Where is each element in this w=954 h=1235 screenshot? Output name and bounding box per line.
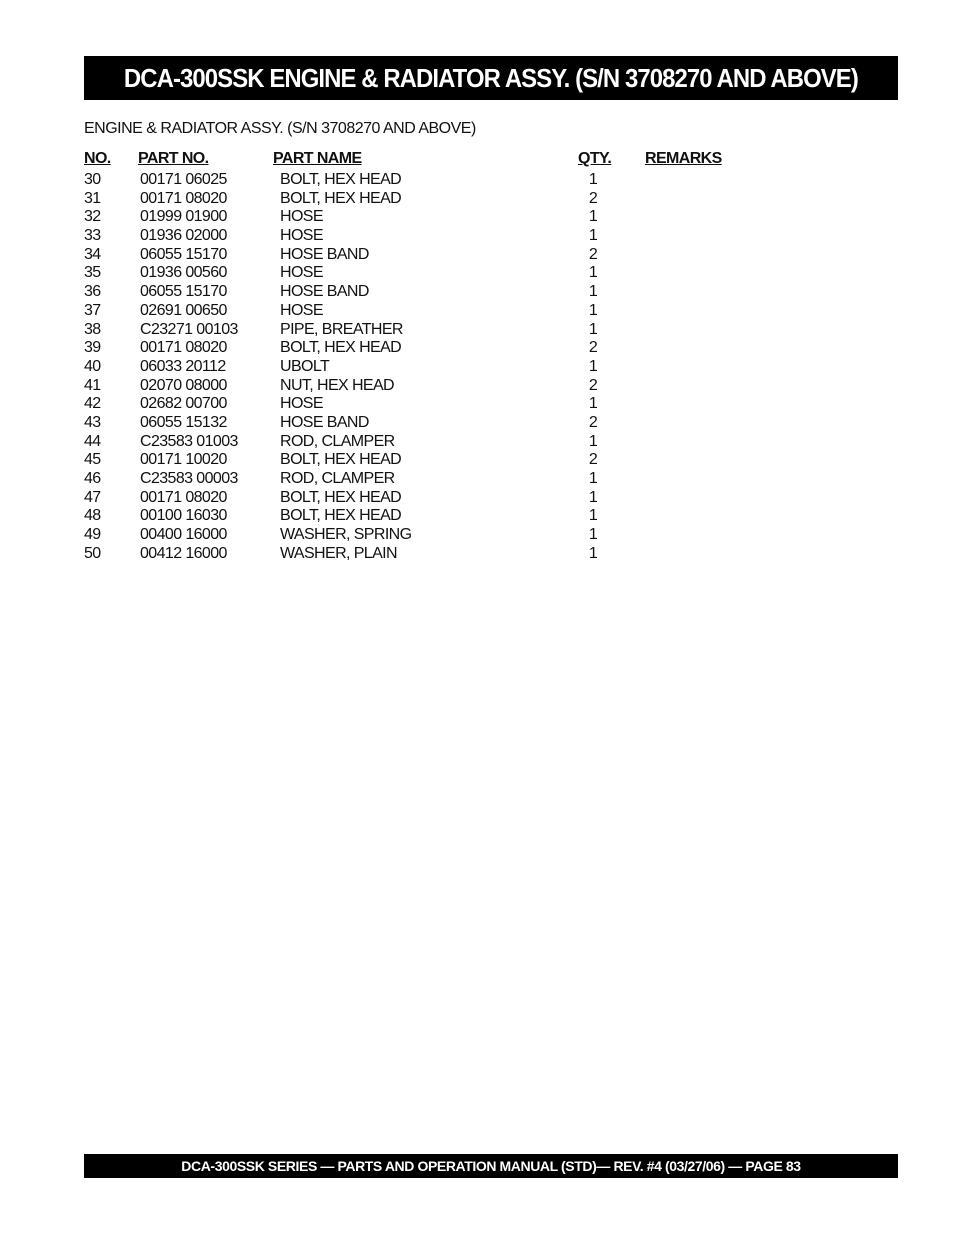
- row-no: 43: [84, 413, 101, 431]
- row-part-name: PIPE, BREATHER: [280, 320, 403, 338]
- row-part-no: 02691 00650: [140, 301, 227, 319]
- row-qty: 2: [588, 339, 598, 357]
- table-row: [84, 433, 784, 452]
- row-qty: 1: [588, 470, 598, 487]
- row-no: 49: [84, 526, 101, 544]
- row-no: 39: [84, 339, 101, 357]
- row-part-name: WASHER, SPRING: [280, 526, 412, 544]
- table-row: [84, 489, 784, 508]
- row-no: 33: [84, 227, 101, 245]
- row-no: 35: [84, 264, 101, 282]
- table-row: [84, 227, 784, 246]
- row-qty: 1: [588, 488, 598, 506]
- row-part-no: 00400 16000: [140, 526, 227, 544]
- row-no: 34: [84, 245, 101, 263]
- row-part-no: 06055 15170: [140, 245, 227, 263]
- row-part-no: 02070 08000: [140, 376, 227, 394]
- table-row: [84, 507, 784, 526]
- row-no: 41: [84, 376, 101, 394]
- row-part-no: 00171 08020: [140, 339, 227, 357]
- footer-text: DCA-300SSK SERIES — PARTS AND OPERATION MANUAL (STD)— REV. #4 (03/27/06) — PAGE 83: [181, 1158, 801, 1174]
- row-no: 37: [84, 301, 101, 319]
- row-no: 32: [84, 208, 101, 226]
- table-row: [84, 377, 784, 396]
- header-qty: QTY.: [578, 150, 612, 167]
- table-row: [84, 470, 784, 489]
- table-header: [84, 150, 784, 171]
- row-qty: 1: [588, 395, 598, 413]
- row-no: 31: [84, 189, 101, 207]
- row-qty: 1: [588, 432, 598, 450]
- row-part-name: BOLT, HEX HEAD: [280, 488, 402, 506]
- row-part-no: C23271 00103: [140, 320, 238, 338]
- row-no: 48: [84, 507, 101, 525]
- parts-table: [84, 150, 784, 563]
- row-qty: 2: [588, 245, 598, 263]
- row-qty: 1: [588, 320, 598, 338]
- row-qty: 2: [588, 376, 598, 394]
- table-row: [84, 358, 784, 377]
- row-no: 36: [84, 283, 101, 301]
- row-part-name: BOLT, HEX HEAD: [280, 189, 402, 207]
- row-qty: 1: [588, 301, 598, 319]
- row-part-name: BOLT, HEX HEAD: [280, 507, 402, 525]
- row-part-no: 01936 00560: [140, 264, 227, 282]
- table-row: [84, 339, 784, 358]
- footer-bar: [84, 1154, 898, 1178]
- row-qty: 1: [588, 357, 598, 375]
- row-part-name: NUT, HEX HEAD: [280, 376, 394, 394]
- row-qty: 1: [588, 227, 598, 245]
- row-no: 46: [84, 470, 101, 487]
- row-no: 47: [84, 488, 101, 506]
- row-part-no: C23583 01003: [140, 432, 238, 450]
- row-part-name: BOLT, HEX HEAD: [280, 451, 402, 469]
- row-qty: 2: [588, 413, 598, 431]
- row-part-name: HOSE: [280, 208, 323, 226]
- table-row: [84, 545, 784, 564]
- table-row: [84, 190, 784, 209]
- table-row: [84, 171, 784, 190]
- header-part-name: PART NAME: [273, 150, 362, 167]
- row-part-name: BOLT, HEX HEAD: [280, 171, 402, 188]
- header-remarks: REMARKS: [645, 150, 722, 167]
- row-part-no: 06055 15132: [140, 413, 227, 431]
- row-part-name: HOSE BAND: [280, 283, 369, 301]
- row-part-name: HOSE BAND: [280, 245, 369, 263]
- table-body: [84, 171, 784, 563]
- row-part-no: 00171 06025: [140, 171, 227, 188]
- page-title: DCA-300SSK ENGINE & RADIATOR ASSY. (S/N 3708270 AND ABOVE): [124, 62, 858, 93]
- header-part-no: PART NO.: [138, 150, 209, 167]
- row-no: 45: [84, 451, 101, 469]
- row-qty: 2: [588, 189, 598, 207]
- row-part-no: C23583 00003: [140, 470, 238, 487]
- table-row: [84, 526, 784, 545]
- row-qty: 2: [588, 451, 598, 469]
- row-qty: 1: [588, 526, 598, 544]
- row-no: 30: [84, 171, 101, 188]
- row-no: 44: [84, 432, 101, 450]
- row-no: 42: [84, 395, 101, 413]
- row-part-name: HOSE: [280, 227, 323, 245]
- row-qty: 1: [588, 171, 598, 188]
- table-row: [84, 414, 784, 433]
- row-part-name: HOSE: [280, 395, 323, 413]
- page-title-bar: [84, 56, 898, 100]
- row-no: 40: [84, 357, 101, 375]
- row-part-no: 00412 16000: [140, 544, 227, 562]
- row-part-no: 00171 10020: [140, 451, 227, 469]
- row-no: 38: [84, 320, 101, 338]
- table-row: [84, 246, 784, 265]
- row-part-name: ROD, CLAMPER: [280, 432, 395, 450]
- row-part-no: 00100 16030: [140, 507, 227, 525]
- row-part-name: HOSE: [280, 264, 323, 282]
- row-part-name: ROD, CLAMPER: [280, 470, 395, 487]
- table-row: [84, 321, 784, 340]
- row-no: 50: [84, 544, 101, 562]
- row-part-name: WASHER, PLAIN: [280, 544, 397, 562]
- table-row: [84, 208, 784, 227]
- row-part-no: 01936 02000: [140, 227, 227, 245]
- row-qty: 1: [588, 507, 598, 525]
- table-row: [84, 264, 784, 283]
- row-qty: 1: [588, 208, 598, 226]
- row-part-no: 00171 08020: [140, 189, 227, 207]
- row-qty: 1: [588, 264, 598, 282]
- row-part-name: HOSE BAND: [280, 413, 369, 431]
- header-no: NO.: [84, 150, 111, 167]
- table-row: [84, 283, 784, 302]
- row-part-no: 06055 15170: [140, 283, 227, 301]
- table-row: [84, 395, 784, 414]
- section-subtitle: ENGINE & RADIATOR ASSY. (S/N 3708270 AND ABOVE): [84, 120, 476, 137]
- row-part-name: UBOLT: [280, 357, 330, 375]
- row-part-name: HOSE: [280, 301, 323, 319]
- row-part-no: 01999 01900: [140, 208, 227, 226]
- row-qty: 1: [588, 544, 598, 562]
- row-part-no: 02682 00700: [140, 395, 227, 413]
- row-part-no: 06033 20112: [140, 357, 226, 375]
- row-part-name: BOLT, HEX HEAD: [280, 339, 402, 357]
- row-qty: 1: [588, 283, 598, 301]
- row-part-no: 00171 08020: [140, 488, 227, 506]
- table-row: [84, 451, 784, 470]
- table-row: [84, 302, 784, 321]
